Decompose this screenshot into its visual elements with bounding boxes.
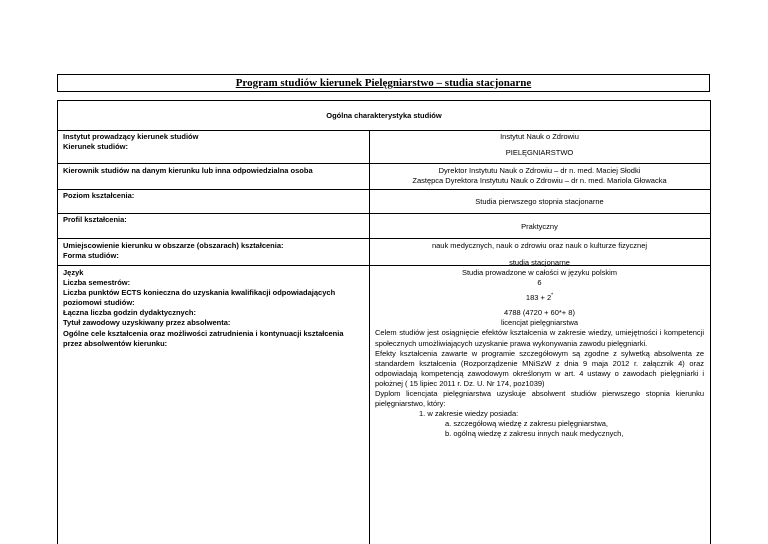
table-divider bbox=[58, 238, 710, 239]
value-deputy-director: Zastępca Dyrektora Instytutu Nauk o Zdrowiu – dr n. med. Mariola Głowacka bbox=[412, 176, 667, 186]
head-of-studies-values bbox=[375, 166, 704, 186]
label-goals: Ogólne cele kształcenia oraz możliwości zatrudnienia i kontynuacji kształcenia przez absolwentów kierunku: bbox=[63, 328, 344, 348]
ects-footnote-mark: * bbox=[551, 292, 554, 299]
table-divider bbox=[58, 213, 710, 214]
list-item: a. szczegółową wiedzę z zakresu pielęgniarstwa, bbox=[445, 419, 608, 429]
label-direction: Kierunek studiów: bbox=[63, 142, 129, 152]
goal-paragraph: Celem studiów jest osiągnięcie efektów kształcenia w zakresie wiedzy, umiejętności i kompetencji społecznych umożliwiających uzyskanie prawa wykonywania zawodu pielęgniarki. bbox=[375, 328, 704, 348]
label-area: Umiejscowienie kierunku w obszarze (obszarach) kształcenia: bbox=[63, 241, 284, 250]
label-ects: Liczba punktów ECTS konieczna do uzyskania kwalifikacji odpowiadających poziomowi studiów: bbox=[63, 288, 336, 308]
details-labels bbox=[63, 268, 363, 349]
value-direction: PIELĘGNIARSTWO bbox=[505, 148, 574, 158]
label-degree: Tytuł zawodowy uzyskiwany przez absolwenta: bbox=[63, 318, 231, 328]
value-institute: Instytut Nauk o Zdrowiu bbox=[500, 132, 579, 141]
column-divider bbox=[369, 130, 370, 544]
table-divider bbox=[58, 130, 710, 131]
label-language: Język bbox=[63, 268, 84, 277]
value-form: studia stacjonarne bbox=[509, 258, 570, 268]
label-institute: Instytut prowadzący kierunek studiów bbox=[63, 132, 199, 141]
label-head-of-studies: Kierownik studiów na danym kierunku lub inna odpowiedzialna osoba bbox=[63, 166, 313, 175]
value-director: Dyrektor Instytutu Nauk o Zdrowiu – dr n. med. Maciej Słodki bbox=[438, 166, 641, 175]
label-hours: Łączna liczba godzin dydaktycznych: bbox=[63, 308, 196, 318]
program-table bbox=[57, 100, 711, 544]
list-item: 1. w zakresie wiedzy posiada: bbox=[419, 409, 519, 419]
table-divider bbox=[58, 189, 710, 190]
goal-paragraph: Dyplom licencjata pielęgniarstwa uzyskuje absolwent studiów pierwszego stopnia kierunku pielęgniarstwo, który: bbox=[375, 389, 704, 409]
institute-values bbox=[375, 132, 704, 158]
document-title-box bbox=[57, 74, 710, 92]
value-degree: licencjat pielęgniarstwa bbox=[500, 318, 579, 328]
details-values bbox=[375, 268, 704, 440]
list-item: b. ogólną wiedzę z zakresu innych nauk medycznych, bbox=[445, 429, 624, 439]
value-ects: 183 + 2 bbox=[525, 293, 552, 303]
label-form: Forma studiów: bbox=[63, 251, 119, 261]
label-profile: Profil kształcenia: bbox=[63, 215, 127, 224]
document-title: Program studiów kierunek Pielęgniarstwo – studia stacjonarne bbox=[235, 77, 532, 89]
value-level: Studia pierwszego stopnia stacjonarne bbox=[475, 197, 604, 206]
area-labels bbox=[63, 241, 363, 261]
section-title: Ogólna charakterystyka studiów bbox=[326, 111, 442, 120]
institute-labels bbox=[63, 132, 363, 152]
area-values bbox=[375, 241, 704, 268]
ects-line bbox=[375, 293, 704, 303]
goal-paragraph: Efekty kształcenia zawarte w programie szczegółowym są zgodne z sylwetką absolwenta ze standardem kształcenia (Rozporządzenie MNiSzW z dnia 9 maja 2012 r. załącznik 4) oraz odpowiadają kompetencją zawodowym określonym w art. 4 ustawy o zawodach pielęgniarki i położnej ( 15 lipiec 2011 r. Dz. U. Nr 174, poz1039) bbox=[375, 348, 704, 388]
value-area: nauk medycznych, nauk o zdrowiu oraz nauk o kulturze fizycznej bbox=[431, 241, 648, 250]
value-language: Studia prowadzone w całości w języku polskim bbox=[461, 268, 618, 277]
value-semesters: 6 bbox=[537, 278, 542, 288]
label-level: Poziom kształcenia: bbox=[63, 191, 135, 200]
table-divider bbox=[58, 163, 710, 164]
value-profile: Praktyczny bbox=[521, 222, 558, 231]
label-semesters: Liczba semestrów: bbox=[63, 278, 131, 288]
value-hours: 4788 (4720 + 60*+ 8) bbox=[504, 308, 575, 318]
